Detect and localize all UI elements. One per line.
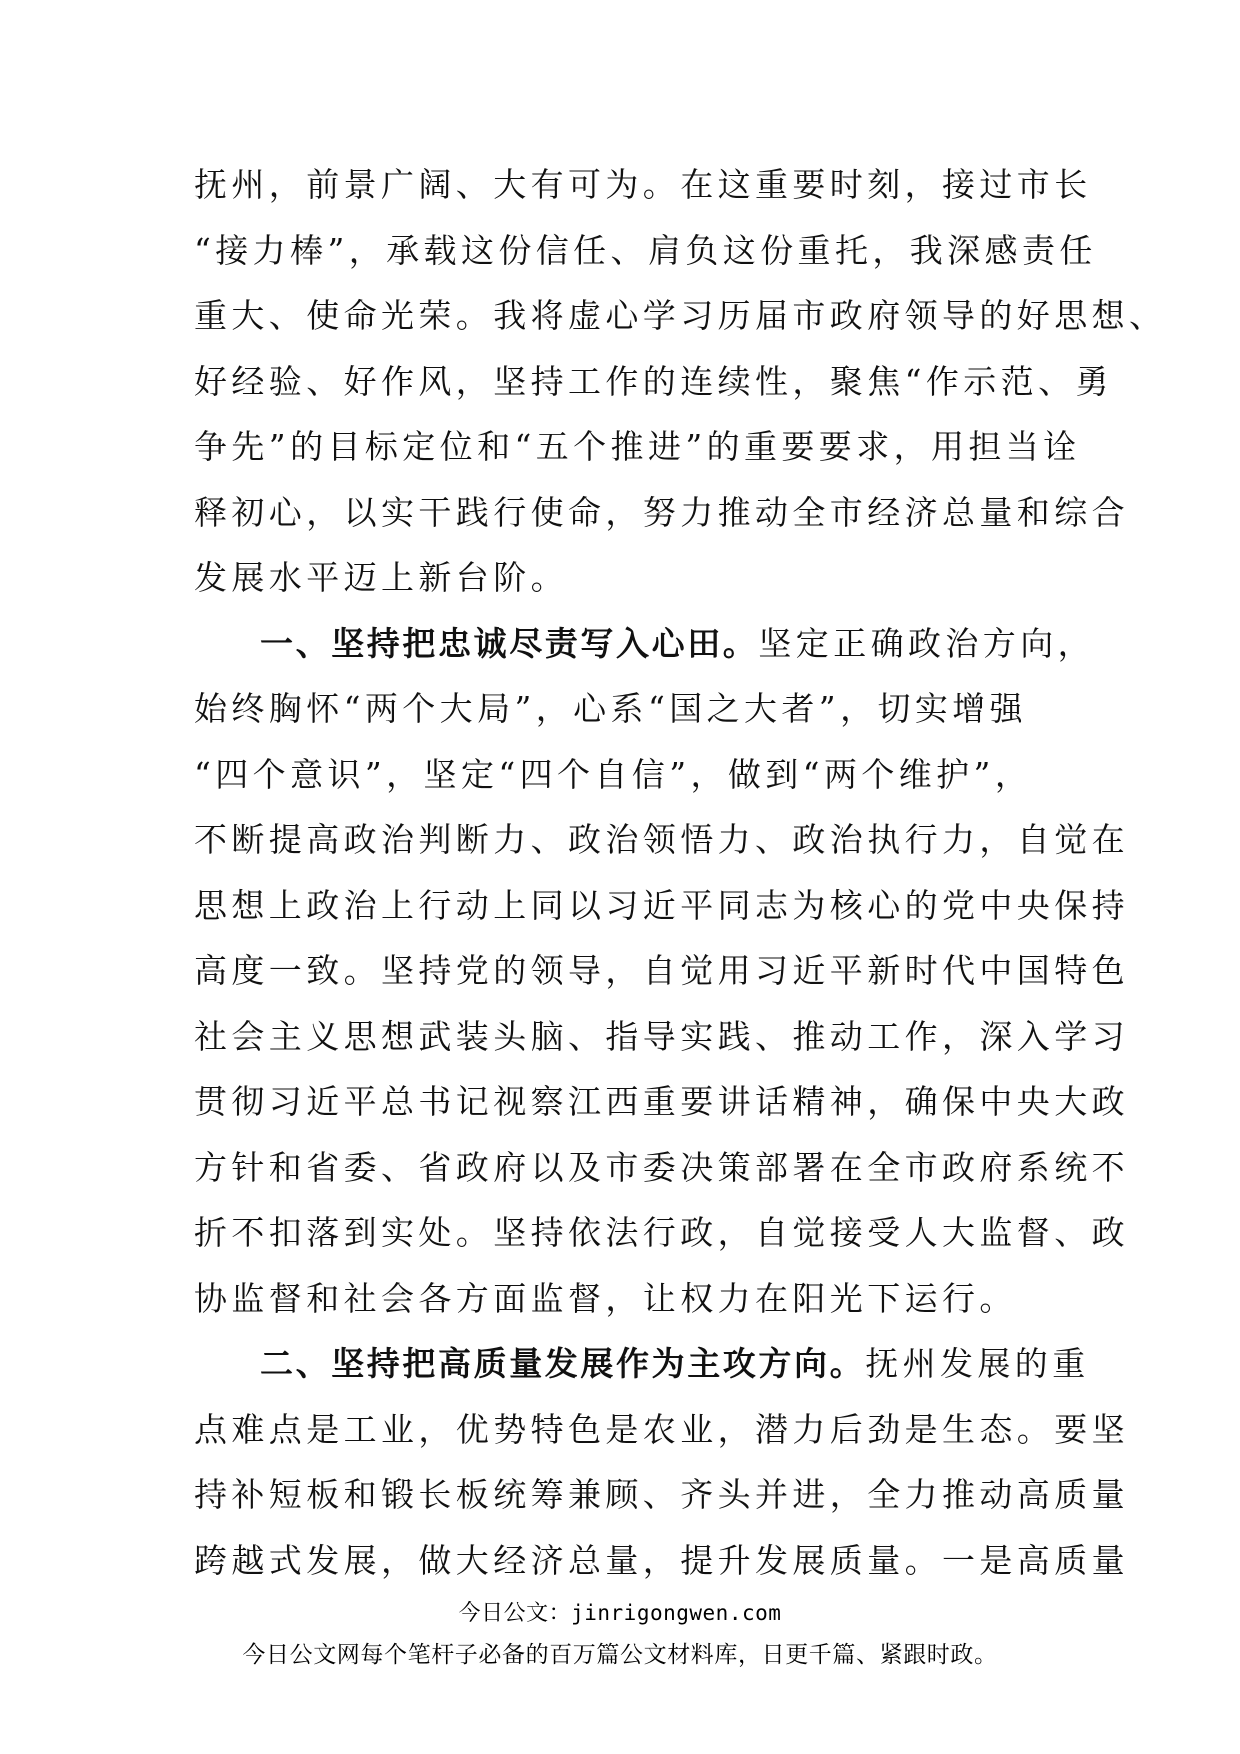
body-line-1: 抚州，前景广阔、大有可为。在这重要时刻，接过市长 bbox=[194, 165, 1092, 204]
section1-line: 高度一致。坚持党的领导，自觉用习近平新时代中国特色 bbox=[194, 951, 1129, 990]
section2-line: 跨越式发展，做大经济总量，提升发展质量。一是高质量 bbox=[194, 1540, 1129, 1580]
section1-line: 贯彻习近平总书记视察江西重要讲话精神，确保中央大政 bbox=[194, 1082, 1129, 1121]
document-body bbox=[194, 152, 1167, 1593]
section1-first-text: 坚定正确政治方向， bbox=[758, 623, 1096, 663]
section1-line: 不断提高政治判断力、政治领悟力、政治执行力，自觉在 bbox=[194, 820, 1129, 859]
section2-first-line bbox=[194, 1331, 1090, 1397]
section1-line: 思想上政治上行动上同以习近平同志为核心的党中央保持 bbox=[194, 885, 1129, 925]
footer-site bbox=[0, 1596, 1240, 1627]
section1-line: 社会主义思想武装头脑、指导实践、推动工作，深入学习 bbox=[194, 1016, 1129, 1056]
section2-first-text: 抚州发展的重 bbox=[865, 1344, 1090, 1383]
body-line-5: 争先”的目标定位和“五个推进”的重要要求，用担当诠 bbox=[194, 427, 1081, 466]
section2-line: 点难点是工业，优势特色是农业，潜力后劲是生态。要坚 bbox=[194, 1409, 1129, 1449]
section1-heading: 一、坚持把忠诚尽责写入心田。 bbox=[260, 623, 759, 663]
body-line-6: 释初心，以实干践行使命，努力推动全市经济总量和综合 bbox=[194, 492, 1129, 532]
section1-line: “四个意识”，坚定“四个自信”，做到“两个维护”， bbox=[194, 754, 1033, 794]
section1-line: 折不扣落到实处。坚持依法行政，自觉接受人大监督、政 bbox=[194, 1213, 1129, 1252]
body-line-2: “接力棒”，承载这份信任、肩负这份重托，我深感责任 bbox=[194, 230, 1097, 270]
section1-first-line bbox=[194, 611, 1096, 677]
section1-line: 协监督和社会各方面监督，让权力在阳光下运行。 bbox=[194, 1278, 1017, 1318]
footer-site-link[interactable]: jinrigongwen.com bbox=[571, 1601, 782, 1625]
section1-line: 方针和省委、省政府以及市委决策部署在全市政府系统不 bbox=[194, 1147, 1129, 1187]
footer-slogan: 今日公文网每个笔杆子必备的百万篇公文材料库，日更千篇、紧跟时政。 bbox=[242, 1642, 998, 1668]
body-line-7: 发展水平迈上新台阶。 bbox=[194, 558, 568, 597]
body-line-4: 好经验、好作风，坚持工作的连续性，聚焦“作示范、勇 bbox=[194, 361, 1113, 401]
section2-line: 持补短板和锻长板统筹兼顾、齐头并进，全力推动高质量 bbox=[194, 1475, 1129, 1514]
section1-line: 始终胸怀“两个大局”，心系“国之大者”，切实增强 bbox=[194, 689, 1028, 728]
body-line-3: 重大、使命光荣。我将虚心学习历届市政府领导的好思想、 bbox=[194, 296, 1167, 335]
footer-site-label: 今日公文： bbox=[458, 1601, 572, 1626]
section2-heading: 二、坚持把高质量发展作为主攻方向。 bbox=[260, 1344, 866, 1383]
